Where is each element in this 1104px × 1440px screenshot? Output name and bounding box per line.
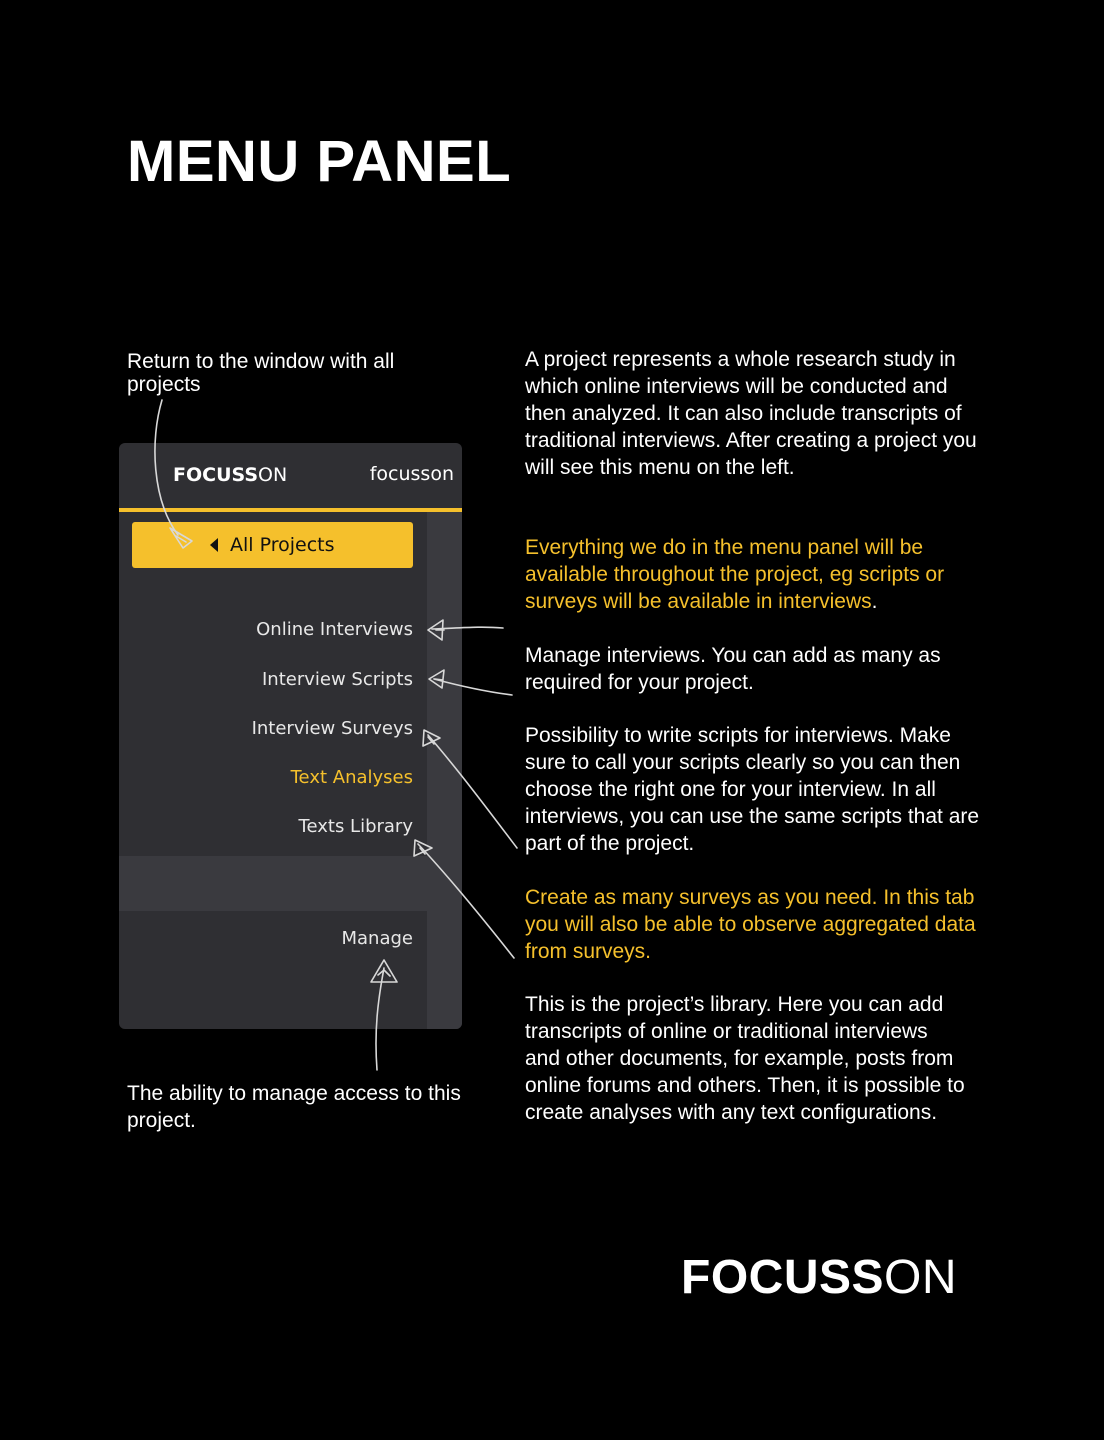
note-everything-period: . — [871, 590, 878, 613]
arrow-manage — [376, 968, 384, 1070]
note-library: This is the project’s library. Here you can add transcripts of online or traditional interviews and other documents, for example, posts from online forums and others. Then, it is possible to create analyses with any text configurations. — [525, 993, 965, 1124]
arrow-interview-surveys — [428, 735, 517, 848]
menu-item-interview-scripts[interactable]: Interview Scripts — [261, 669, 413, 690]
note-scripts: Possibility to write scripts for interviews. Make sure to call your scripts clearly so you can then choose the right one for your interview. In all interviews, you can use the same scripts that are part of the project. — [525, 724, 980, 855]
menu-item-texts-library[interactable]: Texts Library — [298, 816, 413, 837]
note-project: A project represents a whole research study in which online interviews will be conducted and then analyzed. It can also include transcripts of traditional interviews. After creating a project you will see this menu on the left. — [525, 348, 977, 479]
menu-item-manage[interactable]: Manage — [341, 928, 413, 949]
arrowhead-texts-library — [414, 840, 432, 856]
focusson-brand-logo — [681, 1250, 957, 1305]
panel-logo-bold: FOCUSS — [173, 464, 259, 486]
menu-item-text-analyses[interactable]: Text Analyses — [290, 767, 413, 788]
arrow-interview-scripts — [434, 679, 512, 695]
brand-logo-light: ON — [884, 1251, 958, 1304]
note-interviews: Manage interviews. You can add as many as required for your project. — [525, 644, 941, 694]
note-return: Return to the window with all projects — [127, 350, 395, 396]
all-projects-label: All Projects — [230, 534, 335, 556]
arrowhead-manage — [371, 960, 397, 982]
panel-logo-light: ON — [258, 464, 288, 486]
menu-item-interview-surveys[interactable]: Interview Surveys — [251, 718, 413, 739]
menu-item-online-interviews[interactable]: Online Interviews — [256, 619, 413, 640]
note-surveys: Create as many surveys as you need. In this tab you will also be able to observe aggregated data from surveys. — [525, 886, 976, 963]
page-title: MENU PANEL — [127, 129, 512, 194]
arrowhead-online-interviews — [428, 620, 444, 640]
arrowhead-all-projects — [170, 528, 192, 548]
arrowhead-interview-scripts — [429, 670, 444, 688]
arrow-texts-library — [418, 844, 514, 958]
user-name[interactable]: focusson — [369, 463, 454, 485]
arrow-all-projects — [155, 400, 178, 535]
brand-logo-bold: FOCUSS — [681, 1251, 885, 1304]
note-manage: The ability to manage access to this project. — [127, 1082, 461, 1132]
note-everything-text: Everything we do in the menu panel will be available throughout the project, eg scripts or surveys will be available in interviews — [525, 536, 945, 613]
